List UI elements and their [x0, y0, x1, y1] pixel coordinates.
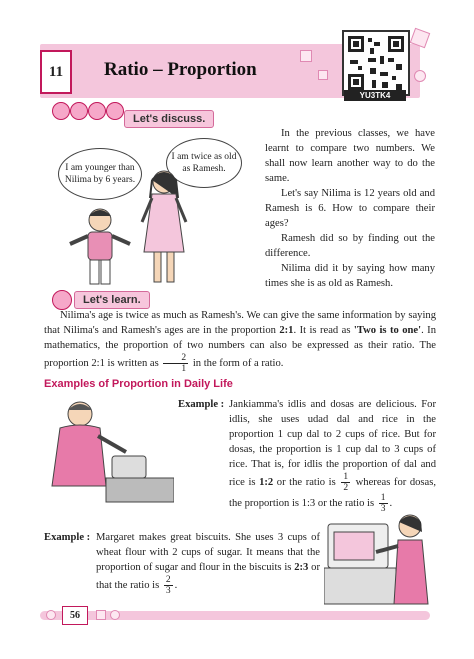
smiley-icon	[52, 102, 70, 120]
discuss-smileys	[52, 102, 124, 120]
intro-paragraph-4: Nilima did it by saying how many times she is as old as Ramesh.	[265, 263, 435, 289]
chapter-number: 11	[40, 50, 72, 94]
decor-square-icon	[300, 50, 312, 62]
decor-square-icon	[96, 610, 106, 620]
fraction: $\frac{2}{3}$	[165, 575, 171, 596]
qr-code-icon	[342, 30, 410, 96]
girl-illustration	[136, 168, 192, 286]
cooking-woman-illustration	[42, 396, 174, 504]
smiley-icon	[88, 102, 106, 120]
smiley-icon	[52, 290, 72, 310]
example-1-text: Jankiamma's idlis and dosas are delicious. For idlis, she uses udad dal and rice in the proportion 1 cup dal to 2 cups of rice. But for dosas, the proportion is 1 cup dal to 3 cups of rice. That is, for idlis the proportion of dal and rice is 1:2 or the ratio is $\frac{1}{2}$ whereas for dosas, the proportion is 1:3 or the ratio is $\frac{1}{3}$ .	[229, 399, 437, 514]
decor-circle-icon	[110, 610, 120, 620]
example-2-label: Example :	[44, 532, 91, 543]
intro-paragraph-2: Let's say Nilima is 12 years old and Ramesh is 6. How to compare their ages?	[265, 188, 435, 229]
smiley-icon	[106, 102, 124, 120]
ratio-value: 2:1	[279, 325, 294, 336]
baking-woman-illustration	[324, 510, 436, 606]
smiley-icon	[70, 102, 88, 120]
body-paragraph: Nilima's age is twice as much as Ramesh's. We can give the same information by saying that Nilima's and Ramesh's ages are in the proportion 2:1. It is read as 'Two is to one'. In mathematics, the proportion of two numbers can also be expressed as their ratio. The proportion 2:1 is written as $\frac{2}{1}$ in the form of a ratio.	[44, 310, 436, 374]
boy-illustration	[64, 204, 136, 286]
decor-circle-icon	[46, 610, 56, 620]
chapter-title: Ratio – Proportion	[104, 59, 257, 80]
qr-code-label: YU3TK4	[344, 90, 406, 101]
example-2-text: Margaret makes great biscuits. She uses 3 cups of wheat flour with 2 cups of sugar. It means that the proportion of sugar and flour in the biscuits is 2:3 or that the ratio is $\frac{2}{3}$ .	[96, 532, 320, 596]
decor-circle-icon	[414, 70, 426, 82]
fraction: $\frac{2}{1}$	[163, 353, 188, 374]
lets-discuss-tag: Let's discuss.	[124, 110, 214, 128]
fraction: $\frac{1}{3}$	[380, 493, 386, 514]
lets-learn-tag: Let's learn.	[74, 291, 150, 309]
girl-speech-bubble: I am twice as old as Ramesh.	[166, 138, 242, 188]
intro-paragraph-1: In the previous classes, we have learnt to compare two numbers. We shall now learn another way to do the same.	[265, 128, 435, 184]
intro-paragraph-3: Ramesh did so by finding out the difference.	[265, 233, 435, 259]
example-1-label: Example :	[178, 399, 225, 410]
decor-square-icon	[318, 70, 328, 80]
boy-speech-bubble: I am younger than Nilima by 6 years.	[58, 148, 142, 200]
section-heading: Examples of Proportion in Daily Life	[44, 378, 233, 390]
read-as-text: 'Two is to one'	[353, 325, 422, 336]
page-number: 56	[62, 606, 88, 625]
fraction: $\frac{1}{2}$	[343, 472, 349, 493]
